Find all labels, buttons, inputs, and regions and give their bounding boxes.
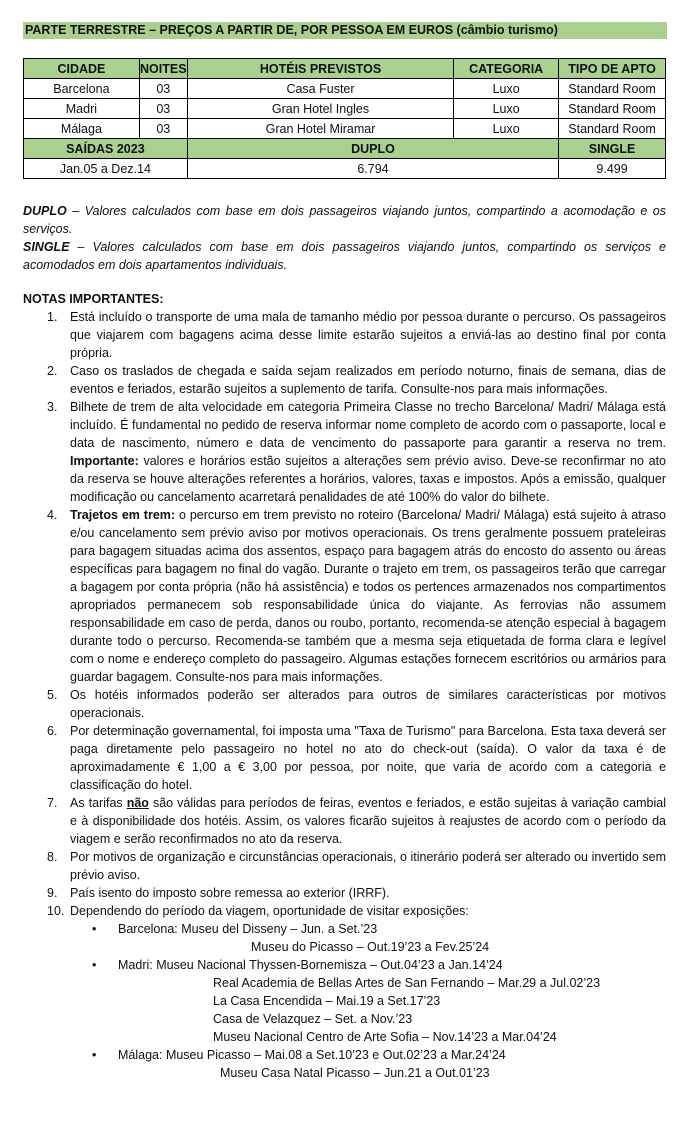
note-text: As tarifas <box>70 796 127 810</box>
table-row <box>24 79 666 99</box>
exhibition-city-madri <box>70 956 666 1046</box>
column-header: TIPO DE APTO <box>559 59 666 79</box>
note-text: o percurso em trem previsto no roteiro (Barcelona/ Madri/ Málaga) está sujeito à atraso e/ou cancelamento sem prévio aviso por motivos operacionais. Os trens geralmente possuem prateleiras para bagagem situadas acima dos assentos, espaço para bagagem atrás do encosto do assento ou áreas específicas para bagagem no final do vagão. Durante o trajeto em trem, os passageiros terão que carregar a bagagem por conta própria (não há assistência) e todos os pertences armazenados nos compartimentos apropriados permanecem sob responsabilidade única do viajante. As ferrovias não assumem responsabilidade em caso de perda, danos ou roubo, portanto, recomenda-se atenção especial à bagagem durante todo o percurso. Recomenda-se também que a mesma seja etiquetada de forma clara e legível com o nome e endereço completo do passageiro. Algumas estações fornecem escritórios ou armários para guardar bagagem. Consulte-nos para mais informações. <box>70 508 666 684</box>
bullet-icon: • <box>92 958 97 972</box>
column-header: NOITES <box>139 59 187 79</box>
table-cell: 9.499 <box>559 159 666 179</box>
table-cell: Madri <box>24 99 140 119</box>
duplo-label: DUPLO <box>23 204 67 218</box>
note-emphasis: Importante: <box>70 454 139 468</box>
exhibition-line: Real Academia de Bellas Artes de San Fernando – Mar.29 a Jul.02’23 <box>213 976 601 990</box>
item-number: 4. <box>47 508 58 522</box>
exhibition-line: Casa de Velazquez – Set. a Nov.’23 <box>213 1012 413 1026</box>
column-header: CIDADE <box>24 59 140 79</box>
table-cell: 03 <box>139 119 187 139</box>
price-row <box>24 159 666 179</box>
list-item <box>23 686 666 722</box>
table-cell: Luxo <box>454 99 559 119</box>
table-cell: 6.794 <box>187 159 558 179</box>
list-item <box>23 308 666 362</box>
table-cell: Gran Hotel Miramar <box>187 119 453 139</box>
table-row <box>24 119 666 139</box>
note-text: Caso os traslados de chegada e saída sejam realizados em período noturno, finais de semana, dias de eventos e feriados, estarão sujeitos a suplemento de tarifa. Consulte-nos para mais informações. <box>70 364 666 396</box>
section-header: PARTE TERRESTRE – PREÇOS A PARTIR DE, POR PESSOA EM EUROS (câmbio turismo) <box>23 22 667 39</box>
hotels-table <box>23 58 666 179</box>
exhibition-line: Museu Nacional Centro de Arte Sofia – Nov.14’23 a Mar.04’24 <box>213 1030 557 1044</box>
table-cell: 03 <box>139 99 187 119</box>
table-cell: 03 <box>139 79 187 99</box>
item-number: 1. <box>47 310 58 324</box>
column-header: DUPLO <box>187 139 558 159</box>
column-header: SINGLE <box>559 139 666 159</box>
price-header-row <box>24 139 666 159</box>
item-number: 6. <box>47 724 58 738</box>
list-item <box>23 362 666 398</box>
item-number: 8. <box>47 850 58 864</box>
note-text: Bilhete de trem de alta velocidade em categoria Primeira Classe no trecho Barcelona/ Madri/ Málaga está incluído. É fundamental no pedido de reserva informar nome completo de acordo com o passaporte, local e data de nascimento, número e data de vencimento do passaporte para garantir a reserva no trem. <box>70 400 666 450</box>
note-text: País isento do imposto sobre remessa ao exterior (IRRF). <box>70 886 390 900</box>
list-item <box>23 506 666 686</box>
notes-list <box>23 308 666 1082</box>
notes-title: NOTAS IMPORTANTES: <box>23 292 164 306</box>
price-definitions <box>23 202 666 274</box>
exhibitions-list <box>70 920 666 1082</box>
single-definition <box>23 238 666 274</box>
list-item <box>23 794 666 848</box>
exhibition-line: Museu do Picasso – Out.19’23 a Fev.25’24 <box>251 940 490 954</box>
duplo-definition <box>23 202 666 238</box>
note-text: Está incluído o transporte de uma mala de tamanho médio por pessoa durante o percurso. Os passageiros que viajarem com bagagens acima desse limite estarão sujeitos a enviá-las ao destino final por conta própria. <box>70 310 666 360</box>
table-cell: Barcelona <box>24 79 140 99</box>
list-item <box>23 722 666 794</box>
note-emphasis: não <box>126 796 149 810</box>
duplo-text: – Valores calculados com base em dois passageiros viajando juntos, compartindo a acomodação e os serviços. <box>23 204 666 236</box>
exhibition-line: Málaga: Museu Picasso – Mai.08 a Set.10’23 e Out.02’23 a Mar.24’24 <box>118 1048 506 1062</box>
table-row <box>24 99 666 119</box>
table-cell: Málaga <box>24 119 140 139</box>
note-text: Os hotéis informados poderão ser alterados para outros de similares características por motivos operacionais. <box>70 688 666 720</box>
table-cell: Casa Fuster <box>187 79 453 99</box>
list-item <box>23 884 666 902</box>
bullet-icon: • <box>92 1048 97 1062</box>
single-text: – Valores calculados com base em dois passageiros viajando juntos, compartindo os serviços e acomodados em dois apartamentos individuais. <box>23 240 666 272</box>
exhibition-line: Museu Casa Natal Picasso – Jun.21 a Out.01’23 <box>220 1066 490 1080</box>
exhibition-city-malaga <box>70 1046 666 1082</box>
note-text: Por determinação governamental, foi imposta uma "Taxa de Turismo" para Barcelona. Esta taxa deverá ser paga diretamente pelo passageiro no hotel no ato do check-out (saída). O valor da taxa é de aproximadamente € 1,00 a € 3,00 por pessoa, por noite, que varia de acordo com a categoria e classificação do hotel. <box>70 724 666 792</box>
item-number: 7. <box>47 796 58 810</box>
item-number: 3. <box>47 400 58 414</box>
table-cell: Jan.05 a Dez.14 <box>24 159 188 179</box>
table-cell: Standard Room <box>559 79 666 99</box>
item-number: 2. <box>47 364 58 378</box>
table-cell: Standard Room <box>559 99 666 119</box>
item-number: 10. <box>47 904 65 918</box>
single-label: SINGLE <box>23 240 70 254</box>
table-header-row <box>24 59 666 79</box>
table-cell: Luxo <box>454 79 559 99</box>
note-text: Dependendo do período da viagem, oportunidade de visitar exposições: <box>70 904 469 918</box>
bullet-icon: • <box>92 922 97 936</box>
item-number: 5. <box>47 688 58 702</box>
note-emphasis: Trajetos em trem: <box>70 508 176 522</box>
column-header: SAÍDAS 2023 <box>24 139 188 159</box>
exhibition-line: Madri: Museu Nacional Thyssen-Bornemisza – Out.04’23 a Jan.14’24 <box>118 958 503 972</box>
exhibition-line: La Casa Encendida – Mai.19 a Set.17’23 <box>213 994 441 1008</box>
note-text: Por motivos de organização e circunstâncias operacionais, o itinerário poderá ser alterado ou invertido sem prévio aviso. <box>70 850 666 882</box>
table-cell: Luxo <box>454 119 559 139</box>
note-text: valores e horários estão sujeitos a alterações sem prévio aviso. Deve-se reconfirmar no ato da reserva se houve alterações referentes a horários, valores, taxas e impostos. Após a emissão, qualquer modificação ou cancelamento acarretará penalidades de até 100% do valor do bilhete. <box>70 454 666 504</box>
list-item <box>23 902 666 1082</box>
list-item <box>23 398 666 506</box>
list-item <box>23 848 666 884</box>
column-header: HOTÉIS PREVISTOS <box>187 59 453 79</box>
exhibition-line: Barcelona: Museu del Disseny – Jun. a Set.’23 <box>118 922 378 936</box>
table-cell: Gran Hotel Ingles <box>187 99 453 119</box>
table-cell: Standard Room <box>559 119 666 139</box>
exhibition-city-barcelona <box>70 920 666 956</box>
note-text: são válidas para períodos de feiras, eventos e feriados, e estão sujeitas à variação cambial e à disponibilidade dos hotéis. Assim, os valores ficarão sujeitos à reajustes de acordo com o período da viagem e serão reconfirmados no ato da reserva. <box>70 796 666 846</box>
item-number: 9. <box>47 886 58 900</box>
column-header: CATEGORIA <box>454 59 559 79</box>
